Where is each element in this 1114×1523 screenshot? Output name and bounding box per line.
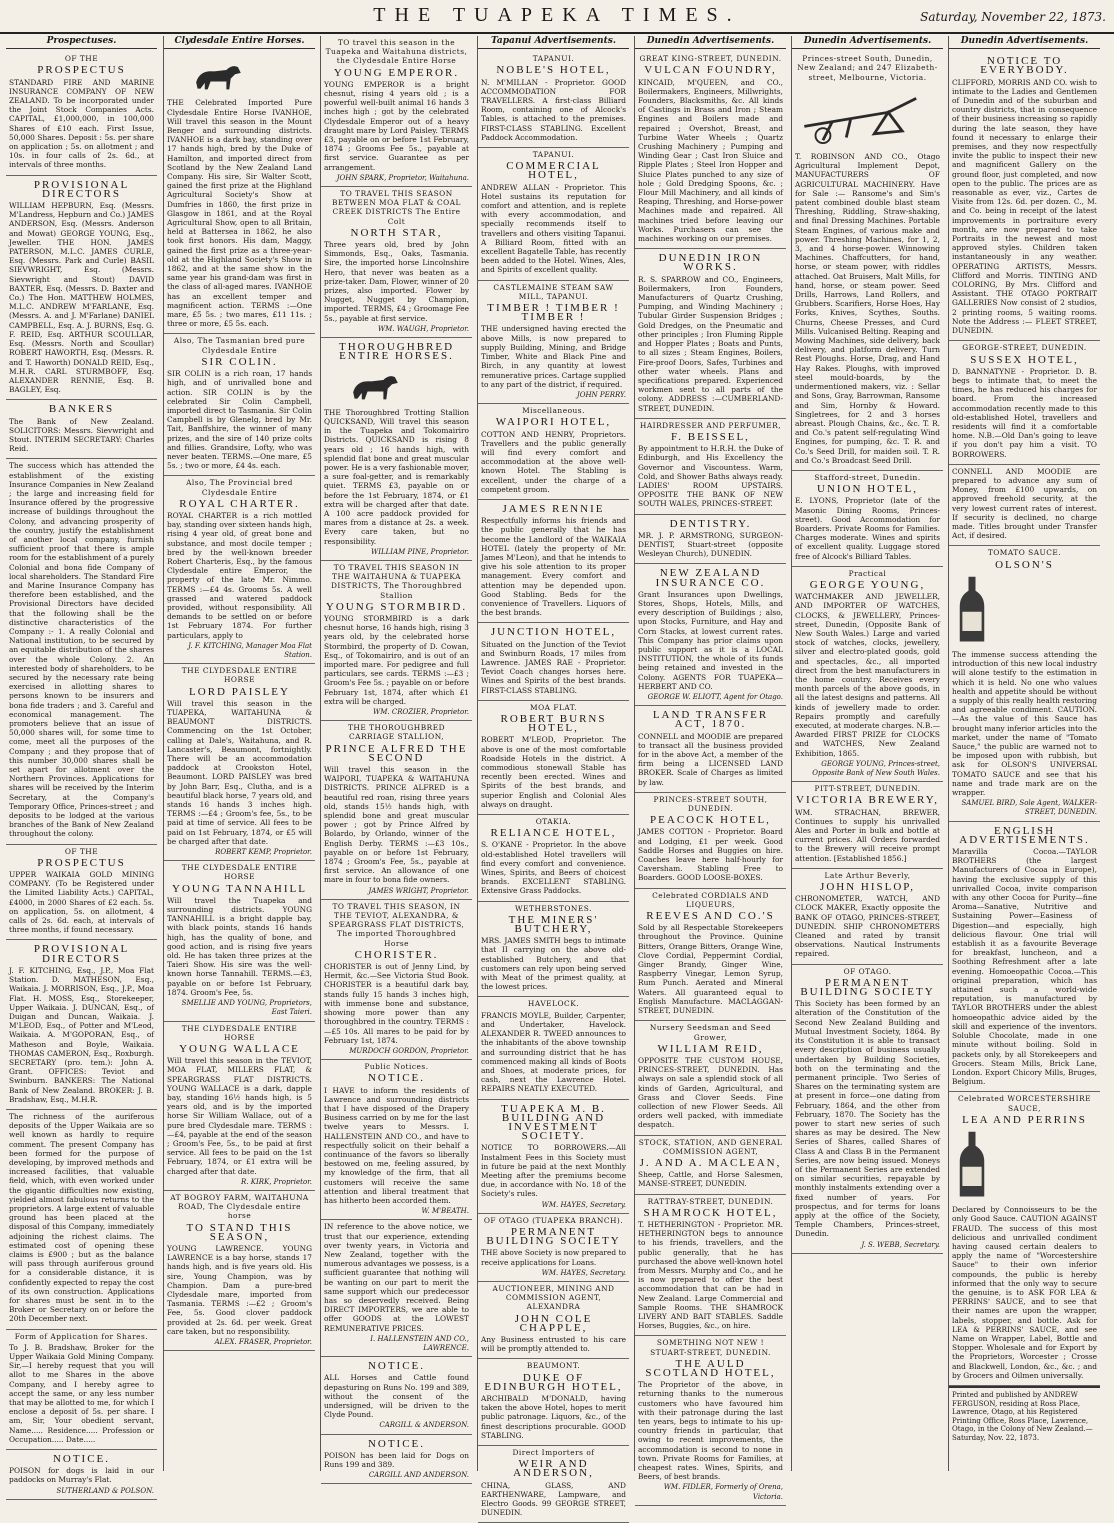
ad-body: T. HETHERINGTON - Proprietor. MR. HETHERINGTON begs to announce to his friends, travellers, and the public generally, that he has purchased the above well-known hotel from Messrs. Murphy and Co., and he is now prepared to offer the best accommodation that can be had in New Zealand. Large Commercial and Sample Rooms. THE SHAMROCK LIVERY AND BAIT STABLES. Saddle Horses, Buggies, &c., on hire.: [638, 1219, 783, 1331]
advertisement: [478, 404, 629, 500]
ad-body: COTTON AND HENRY, Proprietors. Travellers and the public generally will find every comfort and accommodation at the above well-known Hotel. The Stabling is excellent, under the charge of a competent groom.: [481, 429, 626, 494]
newspaper-title: THE TUAPEKA TIMES.: [373, 4, 741, 26]
ad-headline: DUNEDIN IRON WORKS.: [658, 252, 763, 274]
advertisement: [478, 815, 629, 902]
ad-body: YOUNG STORMBIRD is a dark chesnut horse, 16 hands high, rising 3 years old, by the celebrated horse Stormbird, the property of D. Cowan, Esq., of Tokomairiro, and is out of an imported mare. For pedigree and full particulars, see cards. TERMS :—£3 ; Groom's Fee 5s. ; payable on or before February 1st, 1874, after which £1 extra will be charged.: [324, 613, 469, 706]
advertisement: [792, 471, 943, 567]
ad-body: NOTICE TO BORROWERS.—All Instalment Fees in this Society must in future be paid at the next Monthly Meeting after the premiums become due, in accordance with No. 18 of the Society's rules.: [481, 1143, 626, 1199]
ad-headline: BANKERS: [48, 403, 115, 416]
advertisement: [949, 1092, 1100, 1386]
ad-body: N. M'MILLAN - Proprietor. GOOD ACCOMMODATION FOR TRAVELLERS. A first-class Billiard Room, containing one of Alcock's Tables, is attached to the premises. FIRST-CLASS STABLING. Excellent Paddock Accommodation.: [481, 77, 626, 142]
ad-subtitle: OTAKIA.: [535, 817, 572, 827]
ad-subtitle: OF OTAGO (TUAPEKA BRANCH).: [483, 1215, 624, 1225]
advertisement: [321, 1060, 472, 1220]
ad-subtitle: TO TRAVEL THIS SEASON, IN THE TEVIOT, ALEXANDRA, & SPEARGRASS FLAT DISTRICTS, The imported Thoroughbred Horse: [328, 901, 465, 948]
advertisement: [6, 459, 157, 844]
ad-headline: SIR COLIN.: [201, 355, 278, 368]
ad-headline: NOTICE.: [367, 1437, 426, 1450]
ad-body: ARCHIBALD M'DONALD, having taken the above Hotel, hopes to merit public patronage. Liquors, &c., of the finest descriptions procurable. GOOD STABLING.: [481, 1394, 626, 1440]
ad-headline: PROSPECTUS: [37, 856, 126, 869]
ad-body: CONNELL and MOODIE are prepared to transact all the business provided for in the above Act, a member of the firm being a LICENSED LAND BROKER. Scale of Charges as limited by law.: [638, 731, 783, 787]
advertisement: [478, 500, 629, 623]
ad-subtitle: Nursery Seedsman and Seed Grower,: [649, 1023, 772, 1042]
ad-body: Respectfully informs his friends and the public generally that he has become the Landlord of the WAIKAIA HOTEL (lately the property of Mr. James M'Leon), and that he intends to give his sole attention to its proper management. Every comfort and attention may be depended upon. Good Stabling. Beds for the convenience of Travellers. Liquors of the best brands.: [481, 516, 626, 618]
ad-headline: THE MINERS' BUTCHERY,: [508, 913, 599, 936]
ad-body: D. BANNATYNE - Proprietor. D. B. begs to intimate that, to meet the times, he has reduced his charges for board. From the increased accommodation recently made to this old-established Hotel, travellers and residents will find it a comfortable home. N.B.—Old Dan's going to leave if you don't pay him a visit. TO BORROWERS.: [952, 366, 1097, 459]
ad-headline: VICTORIA BREWERY,: [796, 794, 939, 807]
ad-subtitle: Miscellaneous.: [522, 406, 585, 416]
ad-signature: J. S. WEBB, Secretary.: [861, 1240, 940, 1249]
ad-body: Sold by all Respectable Storekeepers throughout the Province. Quinine Bitters, Orange Bitters, Orange Wine, Clove Cordial, Peppermint Cordial, Ginger Brandy, Ginger Wine, Raspberry Vinegar, Lemon Syrup, Rum Punch. Aerated and Mineral Waters. All guaranteed equal to English Manufacture. MACLAGGAN-STREET, DUNEDIN.: [638, 923, 783, 1016]
ad-headline: THOROUGHBRED ENTIRE HORSES.: [338, 341, 455, 363]
ad-body: IN reference to the above notice, we trust that our experience, extending over twenty years, in Victoria and New Zealand, together with the numerous advantages we possess, is a sufficient guarantee that nothing will be wanting on our part to merit the same support which our predecessor has so deservedly received. Being DIRECT IMPORTERS, we are able to offer GOODS at the LOWEST REMUNERATIVE PRICES.: [324, 1222, 469, 1333]
ad-signature: ALEX. FRASER, Proprietor.: [214, 1338, 312, 1346]
ad-headline: PEACOCK HOTEL,: [650, 814, 771, 827]
ad-headline: ROBERT BURNS HOTEL,: [500, 713, 607, 735]
ad-headline: LAND TRANSFER ACT, 1870.: [652, 709, 769, 731]
advertisement: [164, 1022, 315, 1191]
ad-body: Situated on the Junction of the Teviot and Swinburn Roads, 17 miles from Lawrence. JAMES RAE - Proprietor. Teviot Coach changes horses here. Wines and Spirits of the best brands. FIRST-CLASS STABLING.: [481, 639, 626, 695]
ad-signature: WM. WAUGH, Proprietor.: [377, 324, 469, 333]
column-3: [320, 36, 472, 1480]
ad-subtitle: Also, The Provincial bred Clydesdale Entire: [186, 478, 293, 497]
ad-subtitle: WETHERSTONES.: [515, 903, 592, 913]
ad-signature: GEORGE YOUNG, Princes-street, Opposite Bank of New South Wales.: [812, 759, 940, 778]
ad-body: YOUNG EMPEROR is a bright chesnut, rising 4 years old ; is a powerful well-built animal 16 hands 3 inches high ; got by the celebrated Clydesdale Emperor out of a heavy draught mare by Lord Paisley. TERMS £3, payable on or before 1st February, 1874 ; Grooms Fee 5s., payable at first service. Guarantee as per arrangement.: [324, 79, 469, 172]
ad-headline: UNION HOTEL,: [817, 483, 918, 496]
ad-headline: DUKE OF EDINBURGH HOTEL,: [484, 1371, 623, 1393]
ad-body: The success which has attended the establishment of the existing Insurance Companies in New Zealand ; the large and increasing field for Insurance offered by the progressive increase of buildings throughout the Colony, and advancing prosperity of the country, justify the establishment of another local company, furnish sufficient proof that there is ample room for the establishment of a purely Colonial and bona fide Company of local shareholders. The Standard Fire and Marine Insurance Company has therefore been established, and the Provisional Directors have decided that the following shall be the distinctive characteristics of the Company :- 1. A really Colonial and National institution, to be secured by an equitable distribution of the shares over the whole Colony. 2. An interested body of shareholders, to be secured by the necessary rate being exercised in allotting shares to persons known to be insurers and bona fide traders ; and 3. Careful and economical management. The promoters believe that an issue of 50,000 shares will, for some time to come, meet all the purposes of the Company ; and they propose that of this number 30,000 shares shall be set apart for allotment over the Northern Provinces. Applications for shares will be received by the Interim Secretary, at the Company's Temporary Office, Princes-street ; and deposits to be lodged at the various branches of the Bank of New Zealand throughout the colony.: [9, 461, 154, 839]
ad-body: POISON has been laid for Dogs on Runs 199 and 389.: [324, 1450, 469, 1470]
column-7: [948, 36, 1100, 1471]
ad-body: CHORISTER is out of Jenny Lind, by Hermit, &c.—See Victoria Stud Book. CHORISTER is a beautiful dark bay, stands fully 15 hands 3 inches high, with immense bone and substance, showing more power than any thoroughbred in the country. TERMS :—£5 10s. All mares to be paid for by February 1st, 1874.: [324, 962, 469, 1045]
ad-body: THE above Society is now prepared to receive applications for Loans.: [481, 1248, 626, 1267]
ad-subtitle: HAVELOCK.: [527, 999, 580, 1009]
ad-signature: WM. HAYES, Secretary.: [541, 1200, 626, 1209]
advertisement: [164, 334, 315, 476]
ad-subtitle: BEAUMONT.: [526, 1361, 581, 1371]
ad-headline: THE AULD SCOTLAND HOTEL,: [645, 1357, 776, 1379]
ad-headline: WAIPORI HOTEL,: [495, 416, 612, 429]
ad-headline: TIMBER ! TIMBER ! TIMBER !: [487, 302, 620, 324]
ad-body: This Society has been formed by an alteration of the Constitution of the Second New Zealand Building and Mutual Investment Society, 1864. By its Constitution it is able to transact every description of business usually undertaken by Building Societies, both on the terminating and the permanent principle. Two Series of Shares on the terminating system are at present in force—one dating from February, 1864, and the other from February, 1870. The Society has the power to start new series of such shares as may be desired. The New Series of Shares, called Shares of Class A and Class B in the Permanent Series, are now being issued. Moneys of the Permanent Series are extended on similar securities, repayable by monthly instalments extending over a fixed number of years. For prospectus, and for terms for loans apply at the office of the Society, Temple Chambers, Princes-street, Dunedin.: [795, 999, 940, 1239]
advertisement: [478, 701, 629, 815]
ad-signature: J. F. KITCHING, Manager Moa Flat Station.: [188, 641, 312, 659]
horse-illustration-icon: [167, 57, 269, 93]
ad-body: To J. B. Bradshaw, Broker for the Upper Waikaia Gold Mining Company. Sir,—I hereby request that you will allot to me Shares in the above Company, and I hereby agree to accept the same, or any less number that may be allotted to me, for which I enclose a deposit of 5s. per share. I am, Sir, Your obedient servant, Name..... Residence..... Profession or Occupation..... Date.....: [9, 1342, 154, 1444]
ad-body: KINCAID, M'QUEEN, and CO., Boilermakers, Engineers, Millwrights, Founders, Blacksmiths, &c. All kinds of Castings in Brass and Iron ; Steam Engines and Boilers made and repaired ; Overshot, Breast, and Turbine Water Wheels ; Quartz Crushing Machinery ; Pumping and Winding Gear ; Cast Iron Sluice and Ripple Plates ; Steel Iron Hopper and Sluice Plates punched to any size of hole ; Gold Dredging Spoons, &c. ; Flour Mill Machinery, and all kinds of Reaping, Threshing, and Horse-power Machines made and repaired. All machines tried before leaving our Works. Purchasers can see the machines working on our premises.: [638, 77, 783, 244]
ad-headline: GEORGE YOUNG,: [809, 578, 926, 591]
ad-headline: TUAPEKA M. B. BUILDING AND INVESTMENT SOCIETY.: [501, 1102, 606, 1143]
ad-body: The Bank of New Zealand. SOLICITORS: Messrs. Sievwright and Stout. INTERIM SECRETARY: Charles Reid.: [9, 416, 154, 454]
advertisement: [792, 869, 943, 965]
sauce-bottle-icon: [952, 1130, 992, 1200]
advertisement: [792, 567, 943, 782]
advertisement: [321, 1220, 472, 1357]
advertisement: [478, 148, 629, 281]
ad-body: ROYAL CHARTER is a rich mottled bay, standing over sixteen hands high, rising 4 year old, of great bone and substance, and most docile temper ; bred by the well-known breeder Robert Charteris, Esq., by the famous Clydesdale entire Emperor, the property of the late Mr. Nimmo. TERMS :—£4 4s. Grooms 5s. A well grassed and watered paddock provided, without responsibility. All demands to be settled on or before 1st February 1874. For further particulars, apply to: [167, 510, 312, 640]
ad-body: FRANCIS MOYLE, Builder, Carpenter, and Undertaker, Havelock. ALEXANDER R. TWEED announces to the inhabitants of the above township and surrounding district that he has commenced making all kinds of Boots and Shoes, at moderate prices, for cash, next the Lawrence Hotel. REPAIRS NEATLY EXECUTED.: [481, 1010, 626, 1094]
printer-imprint: Printed and published by ANDREW FERGUSON, residing at Ross Place, Lawrence, Otago, at his Registered Printing Office, Ross Place, Lawrence, Otago, in the Colony of New Zealand.—Saturday, Nov. 22, 1873.: [949, 1386, 1100, 1446]
ad-signature: I. HALLENSTEIN AND CO., LAWRENCE.: [370, 1334, 469, 1352]
ad-headline: TO STAND THIS SEASON,: [186, 1221, 293, 1243]
advertisement: [164, 861, 315, 1021]
advertisement: [635, 515, 786, 565]
ad-headline: J. AND A. MACLEAN,: [639, 1156, 782, 1169]
ad-headline: ROYAL CHARTER.: [179, 497, 300, 510]
advertisement: [478, 997, 629, 1099]
ad-body: The immense success attending the introduction of this new local industry will alone testify to the estimation in which it is held. No one who values health and appetite should be without a supply of this really health restoring and agreeable condiment. CAUTION.—As the value of this Sauce has brought many inferior articles into the market, under the name of "Tomato Sauce," the public are warned not to be imposed upon with rubbish, but ask for OLSON'S UNIVERSAL TOMATO SAUCE and see that his name and trade mark are on the wrapper.: [952, 649, 1097, 798]
ad-headline: VULCAN FOUNDRY,: [644, 64, 777, 77]
ad-headline: CHORISTER.: [354, 948, 439, 961]
ad-headline: F. BEISSEL,: [671, 430, 750, 443]
ad-body: THE Thoroughbred Trotting Stallion QUICKSAND, Will travel this season in the Tuapeka and Tokomairiro Districts. QUICKSAND is rising 8 years old ; 16 hands high, with splendid flat bone and great muscular power. He is a very fashionable mover, a sure foal-getter, and is remarkably quiet. TERMS £3, payable on or before the 1st February, 1874, or £1 extra will be charged after that date. A 100 acre paddock provided for mares from a distance at 2s. a week. Every care taken, but no responsibility.: [324, 407, 469, 546]
ad-subtitle: RATTRAY-STREET, DUNEDIN.: [647, 1196, 774, 1206]
ad-subtitle: TO travel this season in the Tuapeka and Waitahuna districts, the Clydesdale Entire Horse: [325, 38, 468, 66]
ad-headline: OLSON'S: [995, 558, 1054, 571]
advertisement: [949, 465, 1100, 547]
ad-subtitle: TAPANUI.: [532, 54, 575, 64]
ad-body: WATCHMAKER AND JEWELLER, AND IMPORTER OF WATCHES, CLOCKS, & JEWELLERY, Princes-street, Dunedin, (Opposite Bank of New South Wales.) Large and varied stock of watches, clocks, jewellery, silver and electro-plated goods, gold and spectacles, &c., all imported direct from the best manufacturers in the home country. Receives every month parcels of the above goods, in all the latest designs and patterns. All kinds of jewellery made to order. Repairs promptly and carefully executed, at moderate charges. N.B.—Awarded FIRST PRIZE for CLOCKS and WATCHES, New Zealand Exhibition, 1865.: [795, 592, 940, 758]
ad-subtitle: GREAT KING-STREET, DUNEDIN.: [639, 54, 782, 64]
ad-headline: JUNCTION HOTEL,: [490, 626, 617, 639]
ad-body: Will travel this season in the TUAPEKA, WAITAHUNA & BEAUMONT DISTRICTS. Commencing on the 1st October, calling at Dale's, Waitahuna, and R. Lancaster's, Beaumont, fortnightly. There will be an accommodation paddock at Crookston Hotel, Beaumont. LORD PAISLEY was bred by John Barr, Esq., Clutha, and is a beautiful black horse, 7 years old, and stands 16 hands 3 inches high. TERMS :—£4 ; Groom's fee, 5s., to be paid at time of service. All fees to be paid on 1st February, 1874, or £5 will be charged after that date.: [167, 698, 312, 846]
ad-subtitle: CASTLEMAINE STEAM SAW MILL, TAPANUI.: [493, 282, 614, 301]
ad-signature: CARGILL & ANDERSON.: [379, 1421, 469, 1430]
ad-body: UPPER WAIKAIA GOLD MINING COMPANY. (To be Registered under the Limited Liability Acts.) CAPITAL, £4000, in 2000 Shares of £2 each. 5s. on application, 5s. on allotment, 4 calls of 2s. 6d. each, at intervals of three months, if found necessary.: [9, 870, 154, 935]
ad-signature: WM. CROZIER, Proprietor.: [373, 708, 469, 716]
advertisement: [6, 400, 157, 459]
column-heading: Dunedin Advertisements.: [635, 36, 786, 49]
ad-body: POISON for dogs is laid in our paddocks on Murray's Flat.: [9, 1466, 154, 1485]
ad-subtitle: Public Notices.: [364, 1062, 429, 1072]
ad-headline: YOUNG WALLACE: [179, 1042, 300, 1055]
ad-body: The richness of the auriferous deposits of the Upper Waikaia are so well known as hardly to require comment. The present Company has been formed for the purpose of developing, by improved methods and increased facilities, that valuable field, which, with even worked under the gigantic difficulties now existing, yielded almost fabulous returns to the proprietors. A large extent of valuable ground has been placed at the disposal of this Company, immediately adjoining the richest claims. The estimated cost of opening these claims is £900 ; but as the balance will pass through auriferous ground for a considerable distance, it is confidently expected to repay the cost of its own construction. Applications for shares must be sent in to the Broker or Secretary on or before the 20th December next.: [9, 1111, 154, 1324]
ad-headline: LORD PAISLEY: [189, 685, 290, 698]
column-5: [634, 36, 786, 1501]
ad-headline: PROSPECTUS: [37, 64, 126, 77]
advertisement: [478, 1100, 629, 1214]
advertisement: [6, 940, 157, 1109]
column-heading: Prospectuses.: [6, 36, 157, 49]
advertisement: [635, 793, 786, 889]
ad-subtitle: THE CLYDESDALE ENTIRE HORSE: [181, 1023, 298, 1042]
ad-headline: NEW ZEALAND INSURANCE CO.: [655, 567, 766, 589]
ad-signature: WILLIAM PINE, Proprietor.: [371, 547, 469, 556]
ad-signature: JAMES WRIGHT, Proprietor.: [368, 886, 469, 895]
advertisement: [635, 1021, 786, 1135]
advertisement: [6, 52, 157, 175]
advertisement: [792, 782, 943, 869]
ad-body: The Proprietor of the above, in returning thanks to the numerous customers who have favoured him with their patronage during the last ten years, begs to intimate to his up-country friends in particular, that owing to recent improvements, the accommodation is second to none in town. Private Rooms for Families, at cheapest rates. Wines, Spirits, and Beers, of best brands.: [638, 1380, 783, 1482]
masthead: [0, 0, 1114, 34]
ad-headline: SUSSEX HOTEL,: [970, 353, 1079, 366]
ad-body: YOUNG LAWRENCE. YOUNG LAWRENCE is a bay horse, stands 17 hands high, and is five years old. His sire, Young Champion, was by Champion. Dam a pure-bred Clydesdale mare, imported from Tasmania. TERMS :—£2 ; Groom's Fee, 5s. Good clover paddock provided at 2s. 6d. per week. Great care taken, but no responsibility.: [167, 1243, 312, 1336]
ad-body: E. LYONS, Proprietor (late of the Masonic Dining Rooms, Princes-street). Good Accommodation for Boarders. Private Rooms for Families. Charges moderate. Wines and spirits of excellent quality. Luggage stored free of Alcock's Billiard Tables.: [795, 496, 940, 561]
ad-headline: PERMANENT BUILDING SOCIETY: [486, 1225, 621, 1248]
ad-subtitle: THE THOROUGHBRED CARRIAGE STALLION,: [347, 723, 446, 742]
ad-body: OPPOSITE THE CUSTOM HOUSE, PRINCES-STREET, DUNEDIN. Has always on sale a splendid stock of all kinds of Garden, Agricultural, and Grass and Clover Seeds. Fine collection of new Flower Seeds. All orders well packed, with immediate despatch.: [638, 1055, 783, 1130]
ad-body: Will travel this season in the WAIPORI, TUAPEKA & WAITAHUNA DISTRICTS. PRINCE ALFRED is a beautiful red roan, rising three years old, stands 15½ hands high, with splendid bone and great muscular power ; got by Prince Alfred by Bolardo, by Orlando, winner of the English Derby. TERMS :—£3 10s., payable on or before 1st February, 1874 ; Groom's Fee, 5s., payable at first service. An allowance of one mare in four to bona fide owners.: [324, 765, 469, 885]
ad-subtitle: TO TRAVEL THIS SEASON BETWEEN MOA FLAT & COAL CREEK DISTRICTS The Entire Colt: [332, 189, 461, 226]
advertisement: [792, 52, 943, 471]
ad-body: By appointment to H.R.H. the Duke of Edinburgh, and His Excellency the Governor and Viscountess. Warm, Cold, and Shower Baths always ready. LADIES' ROOM UPSTAIRS. OPPOSITE THE BANK OF NEW SOUTH WALES, PRINCES-STREET.: [638, 444, 783, 509]
advertisement: [478, 1359, 629, 1446]
ad-headline: RELIANCE HOTEL,: [490, 827, 617, 840]
advertisement: [321, 338, 472, 561]
ad-signature: SUTHERLAND & POLSON.: [56, 1486, 154, 1495]
ad-subtitle: STOCK, STATION, AND GENERAL COMMISSION AGENT,: [638, 1137, 783, 1156]
advertisement: [321, 187, 472, 338]
advertisement: [164, 52, 315, 334]
ad-body: J. F. KITCHING, Esq., J.P., Moa Flat Station. D. MATHESON, Esq., Waikaia. J. MORRISON, Esq., J.P., Moa Flat. H. MOSS, Esq., Storekeeper, Upper Waikaia. J. DUNCAN, Esq., of Duigan and Duncan, Waikaia. J. M'LEOD, Esq., of Potter and M'Leod, Waikaia. A. M'GOPORAN, Esq., of Matheson and Boyle, Waikaia. THOMAS CAMERON, Esq., Roxburgh. SECRETARY (pro. tem.): John A. Grant. OFFICES: Teviot and Swinburn. BANKERS: The National Bank of New Zealand. BROKER: J. B. Bradshaw, Esq., M.H.R.: [9, 965, 154, 1104]
ad-body: T. ROBINSON AND CO., Otago Agricultural Implement Depot, MANUFACTURERS OF AGRICULTURAL MACHINERY. Have for Sale :— Ransome's and Sim's patent combined double blast steam Threshing, Riddling, Straw-shaking, and final Dressing Machines. Portable Steam Engines, of various make and power. Threshing Machines, for 1, 2, 3, and 4 horse-power. Winnowing Machines. Chaffcutters, for hand, horse, or steam power, with riddles attached. Oat Bruisers, Malt Mills, for hand, horse, or steam power. Seed Drills, Harrows, Land Rollers, and Grubbers. Scarifiers, Horse Hoes, Hay Forks, Knives, Scythes, Souths. Churns, Cheese Presses, and Curd Mills. Vulcanised Belting. Reaping and Mowing Machines, side delivery, back delivery, and platform delivery. Turn Rest Ploughs. Horse, Drag, and Hand Hay Rakes. Ploughs, with improved steel mould-boards, by the undermentioned makers, viz. : Sellar and Sons, Gray, Barrowman, Ransome and Sim, Hornby & Howard. Singletrees, for 2 and 3 horses abreast. Plough Chains, &c., &c. T. R. and Co.'s patent self-regulating Wind Engines, for pumping, &c. T. R. and Co.'s Seed Drill, for maiden soil. T. R. and Co.'s Broadcast Seed Drill.: [795, 152, 940, 465]
advertisement: [635, 419, 786, 515]
ad-body: CHINA, GLASS, AND EARTHENWARE, Lampware, and Electro Goods. 99 GEORGE STREET, DUNEDIN.: [481, 1480, 626, 1518]
ad-body: Any Business entrusted to his care will be promptly attended to.: [481, 1334, 626, 1354]
ad-headline: JOHN HISLOP,: [820, 881, 915, 894]
ad-body: THE undersigned having erected the above Mills, is now prepared to supply Building, Mining, and Bridge Timber, White and Black Pine and Birch, in any quantity at lowest remunerative prices. Cartage supplied to any part of the district, if required.: [481, 324, 626, 389]
ad-headline: WILLIAM REID,: [657, 1042, 764, 1055]
ad-body: CHRONOMETER, WATCH, AND CLOCK MAKER, Exactly opposite the BANK OF OTAGO, PRINCES-STREET, DUNEDIN. SHIP CHRONOMETERS Cleaned and rated by transit observations. Nautical Instruments repaired.: [795, 894, 940, 959]
advertisement: [949, 546, 1100, 821]
advertisement: [164, 476, 315, 664]
ad-subtitle: Stafford-street, Dunedin.: [814, 472, 921, 482]
ad-subtitle: Practical: [848, 568, 887, 578]
advertisement: [478, 1214, 629, 1282]
ad-signature: SMELLIE AND YOUNG, Proprietors, East Taieri.: [181, 999, 312, 1017]
ad-headline: PRINCE ALFRED THE SECOND: [325, 742, 468, 764]
advertisement: [949, 822, 1100, 1093]
column-1: [6, 36, 157, 1495]
advertisement: [321, 36, 472, 187]
ad-subtitle: THE CLYDESDALE ENTIRE HORSE: [181, 666, 298, 685]
advertisement: [321, 1357, 472, 1434]
ad-signature: R. KIRK, Proprietor.: [241, 1177, 312, 1186]
ad-signature: MURDOCH GORDON, Proprietor.: [349, 1046, 469, 1055]
advertisement: [6, 1450, 157, 1500]
advertisement: [478, 623, 629, 700]
sauce-bottle-icon: [952, 575, 992, 645]
ad-subtitle: THE CLYDESDALE ENTIRE HORSE: [181, 863, 298, 882]
ad-headline: PROVISIONAL DIRECTORS: [33, 178, 130, 200]
advertisement: [321, 721, 472, 900]
column-heading: Dunedin Advertisements.: [949, 36, 1100, 49]
advertisement: [164, 664, 315, 861]
ad-body: Will travel the Tuapeka and surrounding districts. YOUNG TANNAHILL is a bright dapple bay, with black points, stands 16 hands high, has the quality of bone, and good action, and is rising five years old. He has taken three prizes at the Taieri Show. His sire was the well-known horse Tannahill. TERMS.—£3, payable on or before 1st February, 1874. Groom's Fee, 5s.: [167, 895, 312, 997]
ad-headline: LEA AND PERRINS: [962, 1113, 1087, 1126]
ad-subtitle: OF THE: [64, 54, 99, 64]
column-2: [163, 36, 315, 1471]
ad-subtitle: AT BOGROY FARM, WAITAHUNA ROAD, The Clydesdale entire horse: [170, 1192, 309, 1221]
column-heading: Tapanui Advertisements.: [478, 36, 629, 49]
advertisement: [6, 176, 157, 401]
ad-signature: JOHN SPARK, Proprietor, Waitahuna.: [336, 173, 469, 182]
advertisement: [635, 1136, 786, 1195]
ad-body: Three years old, bred by John Simmonds, Esq., Oaks, Tasmania. Sire, the imported horse Lincolnshire Hero, that never was beaten as a prize-taker. Dam, Flower, winner of 20 prizes, also imported. Flower by Nugget, Nugget by Champion, imported. TERMS, £4 ; Groomage Fee 5s., payable at first service.: [324, 240, 469, 323]
advertisement: [321, 561, 472, 721]
ad-body: Will travel this season in the TEVIOT, MOA FLAT, MILLERS FLAT, & SPEARGRASS FLAT DISTRICTS. YOUNG WALLACE is a dark, dapple bay, standing 16½ hands high, is 5 years old, and is by the imported horse Sir William Wallace, out of a pure bred Clydesdale mare. TERMS :—£4, payable at the end of the season ; Groom's Fee, 5s., to be paid at first service. All fees to be paid on the 1st February, 1874, or £1 extra will be charged after that date.: [167, 1056, 312, 1176]
ad-headline: JAMES RENNIE: [502, 502, 605, 515]
ad-subtitle: MOA FLAT.: [530, 702, 577, 712]
ad-headline: WEIR AND ANDERSON,: [513, 1458, 594, 1480]
advertisement: [6, 1110, 157, 1330]
advertisement: [792, 965, 943, 1254]
ad-body: JAMES COTTON - Proprietor. Board and Lodging, £1 per week. Good Saddle Horses and Buggies on hire. Coaches leave here half-hourly for Caversham. Stabling Free to Boarders. GOOD LOOSE-BOXES.: [638, 827, 783, 883]
ad-subtitle: GEORGE-STREET, DUNEDIN.: [962, 343, 1087, 353]
ad-signature: ROBERT KEMP, Proprietor.: [215, 848, 312, 857]
ad-subtitle: Princes-street South, Dunedin, New Zealand; and 247 Elizabeth-street, Melbourne, Victoria.: [797, 54, 938, 82]
ad-headline: COMMERCIAL HOTEL,: [506, 160, 601, 182]
column-heading: Clydesdale Entire Horses.: [164, 36, 315, 49]
advertisement: [949, 52, 1100, 341]
ad-body: MR. J. P. ARMSTRONG, SURGEON-DENTIST, Stuart-street (opposite Wesleyan Church), DUNEDIN.: [638, 530, 783, 559]
advertisement: [478, 902, 629, 998]
ad-subtitle: Celebrated WORCESTERSHIRE SAUCE,: [958, 1094, 1091, 1113]
ad-body: STANDARD FIRE AND MARINE INSURANCE COMPANY OF NEW ZEALAND. To be incorporated under the Joint Stock Companies Acts. CAPITAL, £1,000,000, in 100,000 Shares of £10 each. First Issue, 50,000 Shares. Deposit : 5s. per share on application ; 5s. on allotment ; and 10s. in four calls of 2s. 6d., at intervals of three months.: [9, 77, 154, 170]
ad-subtitle: Form of Application for Shares.: [14, 1331, 149, 1341]
advertisement: [635, 889, 786, 1022]
ad-headline: DENTISTRY.: [669, 517, 752, 530]
ad-body: ANDREW ALLAN - Proprietor. This Hotel sustains its reputation for comfort and attention, and is replete with every accommodation, and specially recommends itself to travellers and others visiting Tapanui. A Billiard Room, fitted with an excellent Bagatelle Table, has recently been added to the Hotel. Wines, Ales, and Spirits of excellent quality.: [481, 182, 626, 275]
ad-signature: WM. HAYES, Secretary.: [541, 1268, 626, 1277]
ad-headline: YOUNG STORMBIRD.: [325, 600, 468, 613]
plough-illustration-icon: [795, 87, 926, 147]
horse-illustration-icon: [324, 367, 426, 403]
ad-subtitle: HAIRDRESSER AND PERFUMER,: [639, 420, 782, 430]
ad-signature: JOHN PERRY.: [576, 390, 626, 399]
ad-subtitle: PRINCES-STREET SOUTH, DUNEDIN.: [653, 794, 768, 814]
column-heading: Dunedin Advertisements.: [792, 36, 943, 49]
ad-body: Sheep, Cattle, and Horse Salesmen, MANSE-STREET, DUNEDIN.: [638, 1170, 783, 1189]
advertisement: [164, 1191, 315, 1351]
advertisement: [321, 900, 472, 1060]
ad-headline: YOUNG TANNAHILL: [172, 882, 307, 895]
ad-subtitle: PITT-STREET, DUNEDIN.: [814, 784, 921, 794]
advertisement: [478, 1282, 629, 1359]
ad-subtitle: Celebrated CORDIALS AND LIQUEURS,: [652, 890, 769, 909]
ad-body: ROBERT M'LEOD, Proprietor. The above is one of the most comfortable Roadside Hotels in the district. A commodious stonewall Stable has recently been erected. Wines and Spirits of the best brands, and superior English and Colonial Ales always on draught.: [481, 735, 626, 809]
ad-subtitle: Direct Importers of: [512, 1448, 595, 1458]
ad-headline: REEVES AND CO.'S: [646, 910, 775, 923]
ad-headline: JOHN COLE CHAPPLE,: [514, 1312, 593, 1334]
advertisement: [635, 249, 786, 418]
ad-signature: WM. FIDLER, Formerly of Orena, Victoria.: [663, 1483, 783, 1501]
ad-signature: SAMUEL BIRD, Sole Agent, WALKER-STREET, DUNEDIN.: [961, 799, 1097, 817]
ad-subtitle: Late Arthur Beverly,: [824, 870, 911, 880]
column-6: [791, 36, 943, 1471]
ad-headline: PERMANENT BUILDING SOCIETY: [800, 976, 935, 999]
ad-body: THE Celebrated Imported Pure Clydesdale Entire Horse IVANHOE, Will travel this season in the Mount Benger and surrounding districts. IVANHOE is a dark bay, standing over 17 hands high, bred by the Duke of Hamilton, and imported direct from Scotland by the New Zealand Land Company. His sire, Sir Walter Scott, gained the first prize at the Highland Agricultural Society's Show at Dumfries in 1860, the first prize in Glasgow in 1861, and at the Royal Agricultural Show, open to all Britain, held at Battersea in 1862, he also took first honors. His dam, Maggy, gained the first prize as a three-year-old at the Highland Society's Show in 1862, and at the same show in the same year his grand-dam was first in the class of all-aged mares. IVANHOE has an excellent temper and magnificent action. TERMS :—One mare, £5 5s. ; two mares, £11 11s. ; three or more, £5 5s. each.: [167, 98, 312, 329]
ad-subtitle: Also, The Tasmanian bred pure Clydesdale Entire: [173, 336, 306, 355]
ad-body: Grant Insurances upon Dwellings, Stores, Shops, Hotels, Mills, and every description of Buildings ; also, upon Stocks, Furniture, and Hay and Corn Stacks, at lowest current rates. This Company has prior claims upon public support as it is a LOCAL INSTITUTION, the whole of its funds being retained and invested in the Colony. AGENTS FOR TUAPEKA—HERBERT AND CO.: [638, 589, 783, 691]
advertisement: [478, 1446, 629, 1523]
ad-body: I HAVE to inform the residents of Lawrence and surrounding districts that I have disposed of the Drapery Business carried on by me for the last twelve years to Messrs. I. HALLENSTEIN AND CO., and have to respectfully solicit on their behalf a continuance of the favors so liberally bestowed on me, feeling assured, by my knowledge of the firm, that all customers will receive the same attention and liberal treatment that has hitherto been accorded them.: [324, 1085, 469, 1205]
ad-subtitle: TO TRAVEL THIS SEASON IN THE WAITAHUNA & TUAPEKA DISTRICTS, The Thoroughbred Stallion: [330, 562, 463, 600]
ad-headline: YOUNG EMPEROR.: [333, 66, 460, 79]
ad-headline: NOTICE.: [367, 1360, 426, 1373]
advertisement: [635, 706, 786, 793]
ad-body: CLIFFORD, MORRIS AND CO. wish to intimate to the Ladies and Gentlemen of Dunedin and of the suburban and country districts, that in consequence of their business increasing so rapidly during the late season, they have found it necessary to enlarge their premises, and they now respectfully invite the public to inspect their new and magnificent Gallery on the ground floor, just completed, and now open to the public. The prices are as reasonable as ever, viz., Cartes de Visite from 12s. 6d. per dozen. C., M. and Co. being in receipt of the latest improvements in portraiture every month, are now prepared to take Portraits in the newest and most approved styles. Children taken instantaneously in any weather. OPERATING ARTISTS, Messrs. Clifford and Morris. TINTING AND COLORING, By Mrs. Clifford and Assistant. THE OTAGO PORTRAIT GALLERIES Now consist of 2 studios, 2 printing rooms, 5 waiting rooms. Note the Address :— FLEET STREET, DUNEDIN.: [952, 77, 1097, 336]
ad-body: R. S. SPARROW and CO., Engineers, Boilermakers, Iron Founders, Manufacturers of Quartz Crushing, Pumping, and Winding Machinery ; Tubular Girder Suspension Bridges ; Gold Dredges, on the Pneumatic and other principles ; Iron Fluming Ripple and Hopper Plates ; Boats and Punts, to all sizes ; Steam Engines, Boilers, Fire-proof Doors, Safes, Turbines and other water wheels. Plans and specifications prepared. Experienced workmen sent to all parts of the colony. ADDRESS :—CUMBERLAND-STREET, DUNEDIN.: [638, 274, 783, 413]
ad-headline: NORTH STAR,: [350, 226, 443, 239]
advertisement: [6, 845, 157, 941]
ad-headline: NOBLE'S HOTEL,: [496, 64, 611, 77]
advertisement: [6, 1330, 157, 1450]
ad-subtitle: OF OTAGO.: [843, 966, 892, 976]
advertisement: [635, 1336, 786, 1505]
column-area: [6, 36, 1108, 1518]
ad-headline: NOTICE.: [367, 1072, 426, 1085]
ad-subtitle: SOMETHING NOT NEW ! STUART-STREET, DUNEDIN.: [650, 1338, 771, 1357]
ad-body: Declared by Connoisseurs to be the only Good Sauce. CAUTION AGAINST FRAUD. The success of this most delicious and unrivalled condiment having caused certain dealers to apply the name of "Worcestershire Sauce" to their own inferior compounds, the public is hereby informed that the only way to secure the genuine, is to ASK FOR LEA & PERRINS' SAUCE, and to see that their names are upon the wrapper, labels, stopper, and bottle. Ask for LEA & PERRINS' SAUCE, and see Name on Wrapper, Label, Bottle and Stopper. Wholesale and for Export by the Proprietors, Worcester ; Crosse and Blackwell, London, &c., &c. ; and by Grocers and Oilmen universally.: [952, 1205, 1097, 1380]
ad-headline: SHAMROCK HOTEL,: [643, 1206, 778, 1219]
ad-body: S. O'KANE - Proprietor. In the above old-established Hotel travellers will find every comfort and convenience. Wines, Spirits, and Beers of choicest brands. EXCELLENT STABLING. Extensive Grass Paddocks.: [481, 840, 626, 896]
ad-headline: NOTICE TO EVERYBODY.: [980, 55, 1069, 77]
ad-subtitle: TAPANUI.: [532, 150, 575, 160]
column-4: [477, 36, 629, 1518]
advertisement: [321, 1435, 472, 1485]
ad-body: Maravilla Cocoa.—TAYLOR BROTHERS (the largest Manufacturers of Cocoa in Europe), having the exclusive supply of this unrivalled Cocoa, invite comparison with any other Cocoa for Purity—fine Aroma—Sanative, Nutritive and Sustaining Power—Easiness of Digestion—and especially, high delicious flavour. One trial will establish it as a favourite Beverage for breakfast, luncheon, and a Soothing Refreshment after a late evening. Homoeopathic Cocoa.—This original preparation, which has attained such a world-wide reputation, is manufactured by TAYLOR BROTHERS under the ablest homoeopathic advice aided by the skill and experience of the inventors. Soluble Chocolate, made in one minute without boiling. Sold in packets only, by all Storekeepers and Grocers. Steam Mills, Brick Lane, London. Export Chicory Mills, Bruges, Belgium.: [952, 847, 1097, 1087]
ad-subtitle: AUCTIONEER, MINING AND COMMISSION AGENT, ALEXANDRA: [492, 1283, 615, 1312]
ad-body: CONNELL AND MOODIE are prepared to advance any sum of Money, from £100 upwards, on approved freehold security, at the very lowest current rates of interest. If security is declined, no charge made. Titles brought under Transfer Act, if desired.: [952, 466, 1097, 541]
advertisement: [478, 52, 629, 148]
ad-signature: CARGILL AND ANDERSON.: [368, 1471, 469, 1480]
advertisement: [635, 1195, 786, 1337]
ad-signature: GEORGE W. ELIOTT, Agent for Otago.: [647, 693, 783, 701]
issue-date: Saturday, November 22, 1873.: [920, 10, 1106, 24]
ad-headline: ENGLISH ADVERTISEMENTS.: [959, 824, 1090, 846]
ad-body: ALL Horses and Cattle found depasturing on Runs No. 199 and 389, without the consent of the undersigned, will be driven to the Clyde Pound.: [324, 1373, 469, 1420]
ad-subtitle: OF THE: [64, 846, 99, 856]
advertisement: [635, 52, 786, 249]
ad-headline: PROVISIONAL DIRECTORS: [33, 943, 130, 965]
advertisement: [635, 564, 786, 706]
ad-body: SIR COLIN is a rich roan, 17 hands high, and of unrivalled bone and action. SIR COLIN is by the celebrated Sir Colin Campbell, imported direct to Tasmania. Sir Colin Campbell is by Glenelg, bred by Mr. Tait, Banffshire, the winner of many prizes, and the sire of 140 prize colts and fillies. Grandsire, Lofty, who was never beaten. TERMS.—One mare, £5 5s. ; two or more, £4 4s. each.: [167, 369, 312, 471]
ad-subtitle: TOMATO SAUCE.: [987, 548, 1062, 558]
advertisement: [949, 341, 1100, 464]
ad-headline: NOTICE.: [52, 1453, 111, 1466]
advertisement: [478, 281, 629, 404]
ad-signature: W. M'BEATH.: [421, 1207, 469, 1216]
ad-body: WILLIAM HEPBURN, Esq. (Messrs. M'Landress, Hepburn and Co.) JAMES ANDERSON, Esq. (Messrs. Anderson and Mowat) GEORGE YOUNG, Esq., Jeweller. THE HON. JAMES PATERSON, M.L.C. JAMES CURLE, Esq. (Messrs. Park and Curle) BASIL SIEVWRIGHT, Esq. (Messrs. Sievwright and Stout) DAVID BAXTER, Esq. (Messrs. D. Baxter and Co.) The Hon. MATTHEW HOLMES, M.L.C. ANDREW M'FARLANE, Esq. (Messrs. A. and J. M'Farlane) DANIEL CAMPBELL, Esq. A. J. BURNS, Esq. G. F. REID, Esq. ARTHUR SCOULLAR, Esq. (Messrs. North and Scoullar) ROBERT HAWORTH, Esq. (Messrs. R. and T. Haworth) DONALD REID, Esq., M.H.R. CARL STURMBOFF, Esq. ALEXANDER RENNIE, Esq. B. BAGLEY, Esq.: [9, 201, 154, 395]
ad-body: WM. STRACHAN, BREWER, Continues to supply his unrivalled Ales and Porter in bulk and bottle at current prices. All Orders forwarded to the Brewery will receive prompt attention. [Established 1856.]: [795, 807, 940, 863]
ad-body: MRS. JAMES SMITH begs to intimate that II carrying on the above old-established Butchery, and that customers can rely upon being served with Meat of the primest quality, at the lowest prices.: [481, 936, 626, 992]
